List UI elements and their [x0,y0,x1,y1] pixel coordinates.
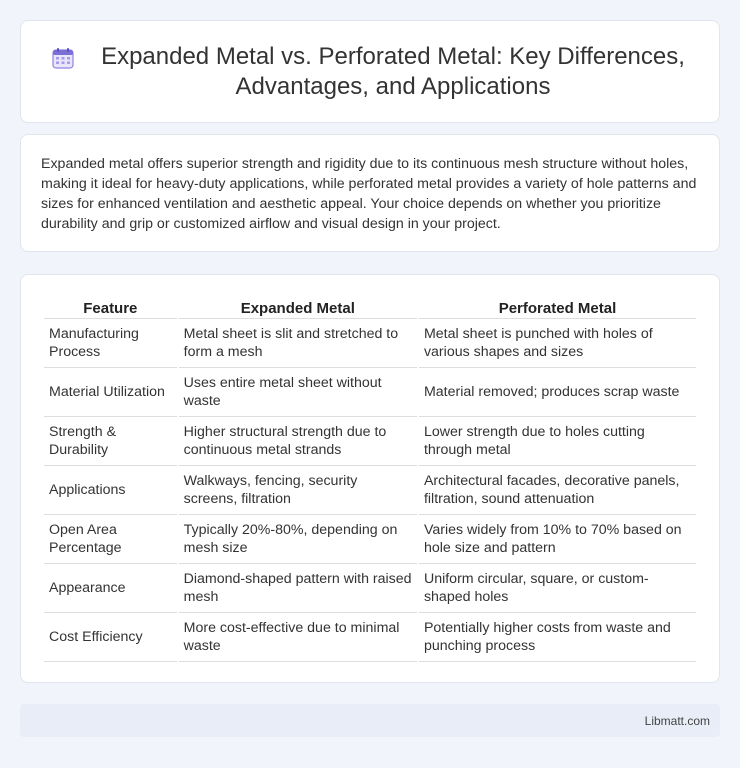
title-card [20,20,720,123]
header-perforated-metal: Perforated Metal [419,295,696,319]
perforated-cell: Architectural facades, decorative panels, filtration, sound attenuation [419,466,696,515]
perforated-cell: Lower strength due to holes cutting through metal [419,417,696,466]
perforated-cell: Potentially higher costs from waste and punching process [419,613,696,662]
feature-cell: Manufacturing Process [44,319,177,368]
feature-cell: Strength & Durability [44,417,177,466]
perforated-cell: Metal sheet is punched with holes of various shapes and sizes [419,319,696,368]
expanded-cell: Higher structural strength due to continuous metal strands [179,417,417,466]
perforated-cell: Varies widely from 10% to 70% based on hole size and pattern [419,515,696,564]
summary-card [20,134,720,252]
expanded-cell: More cost-effective due to minimal waste [179,613,417,662]
header-expanded-metal: Expanded Metal [179,295,417,319]
feature-cell: Applications [44,466,177,515]
table-row [44,564,696,613]
table-row [44,515,696,564]
calendar-icon [51,46,75,70]
summary-text: Expanded metal offers superior strength and rigidity due to its continuous mesh structure without holes, making it ideal for heavy-duty applications, while perforated metal provides a variety of hole patterns and sizes for enhanced ventilation and aesthetic appeal. Your choice depends on whether you prioritize durability and grip or customized airflow and visual design in your project. [41,156,697,232]
perforated-cell: Material removed; produces scrap waste [419,368,696,417]
feature-cell: Material Utilization [44,368,177,417]
feature-cell: Cost Efficiency [44,613,177,662]
expanded-cell: Uses entire metal sheet without waste [179,368,417,417]
footer-site-link[interactable]: Libmatt.com [644,714,710,728]
table-row [44,417,696,466]
feature-cell: Appearance [44,564,177,613]
table-row [44,466,696,515]
table-header-row [44,295,696,319]
comparison-table-card [20,274,720,683]
table-row [44,368,696,417]
footer [20,704,720,737]
page-title: Expanded Metal vs. Perforated Metal: Key Differences, Advantages, and Applications [101,42,685,100]
expanded-cell: Metal sheet is slit and stretched to form a mesh [179,319,417,368]
expanded-cell: Typically 20%-80%, depending on mesh size [179,515,417,564]
table-row [44,319,696,368]
expanded-cell: Diamond-shaped pattern with raised mesh [179,564,417,613]
feature-cell: Open Area Percentage [44,515,177,564]
header-feature: Feature [44,295,177,319]
expanded-cell: Walkways, fencing, security screens, filtration [179,466,417,515]
perforated-cell: Uniform circular, square, or custom-shaped holes [419,564,696,613]
comparison-table [42,295,698,662]
table-row [44,613,696,662]
